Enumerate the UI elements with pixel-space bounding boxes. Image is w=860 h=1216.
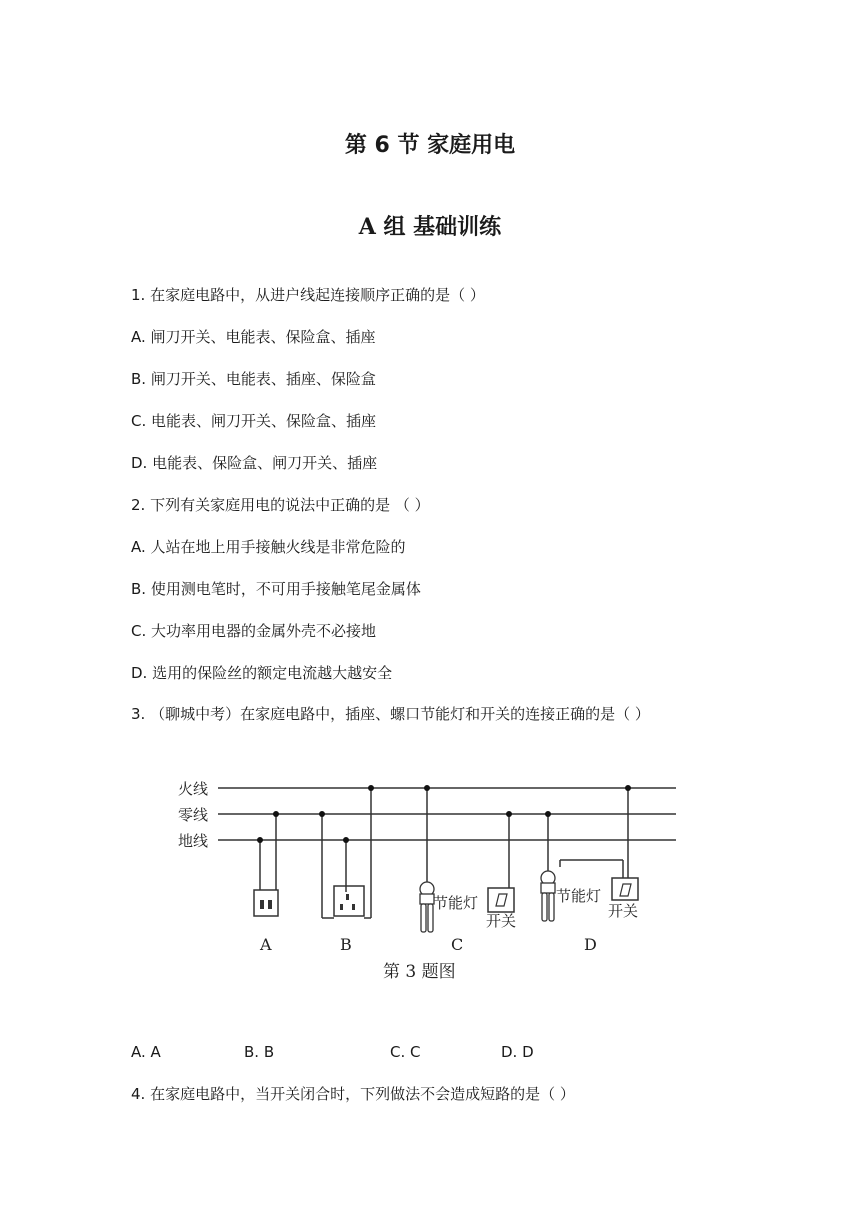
q1-option-b: B. 闸刀开关、电能表、插座、保险盒 xyxy=(131,370,376,388)
label-fire-wire: 火线 xyxy=(178,780,209,798)
q3-answer-c: C. C xyxy=(390,1043,421,1061)
page-title: 第 6 节 家庭用电 xyxy=(344,133,516,158)
q1-option-d: D. 电能表、保险盒、闸刀开关、插座 xyxy=(131,454,378,472)
q1-option-c: C. 电能表、闸刀开关、保险盒、插座 xyxy=(131,412,377,430)
q3-stem: 3. （聊城中考）在家庭电路中，插座、螺口节能灯和开关的连接正确的是（ ） xyxy=(131,705,650,723)
q1-stem: 1. 在家庭电路中，从进户线起连接顺序正确的是（ ） xyxy=(131,286,485,304)
label-option-c: C xyxy=(451,935,464,954)
q3-circuit-diagram xyxy=(170,772,690,992)
label-option-a: A xyxy=(260,935,272,954)
label-lamp-c: 节能灯 xyxy=(433,894,479,912)
switch-c xyxy=(488,888,514,912)
lamp-c xyxy=(420,882,434,932)
label-neutral-wire: 零线 xyxy=(178,806,209,824)
socket-b xyxy=(334,886,364,916)
section-subtitle: A 组 基础训练 xyxy=(358,214,502,240)
q3-answer-a: A. A xyxy=(131,1043,161,1061)
q2-option-d: D. 选用的保险丝的额定电流越大越安全 xyxy=(131,664,393,682)
label-option-d: D xyxy=(584,935,597,954)
q2-option-c: C. 大功率用电器的金属外壳不必接地 xyxy=(131,622,377,640)
label-lamp-d: 节能灯 xyxy=(556,887,602,905)
q2-option-a: A. 人站在地上用手接触火线是非常危险的 xyxy=(131,538,406,556)
label-switch-d: 开关 xyxy=(608,902,639,920)
q4-stem: 4. 在家庭电路中，当开关闭合时，下列做法不会造成短路的是（ ） xyxy=(131,1085,575,1103)
figure-caption: 第 3 题图 xyxy=(383,962,456,982)
q1-option-a: A. 闸刀开关、电能表、保险盒、插座 xyxy=(131,328,376,346)
lamp-d xyxy=(541,871,555,921)
socket-a xyxy=(254,890,278,916)
q2-option-b: B. 使用测电笔时，不可用手接触笔尾金属体 xyxy=(131,580,421,598)
q3-answer-d: D. D xyxy=(501,1043,534,1061)
label-option-b: B xyxy=(340,935,352,954)
q2-stem: 2. 下列有关家庭用电的说法中正确的是 （ ） xyxy=(131,496,430,514)
switch-d xyxy=(612,878,638,900)
label-ground-wire: 地线 xyxy=(178,832,209,850)
q3-answer-b: B. B xyxy=(244,1043,275,1061)
label-switch-c: 开关 xyxy=(486,912,517,930)
